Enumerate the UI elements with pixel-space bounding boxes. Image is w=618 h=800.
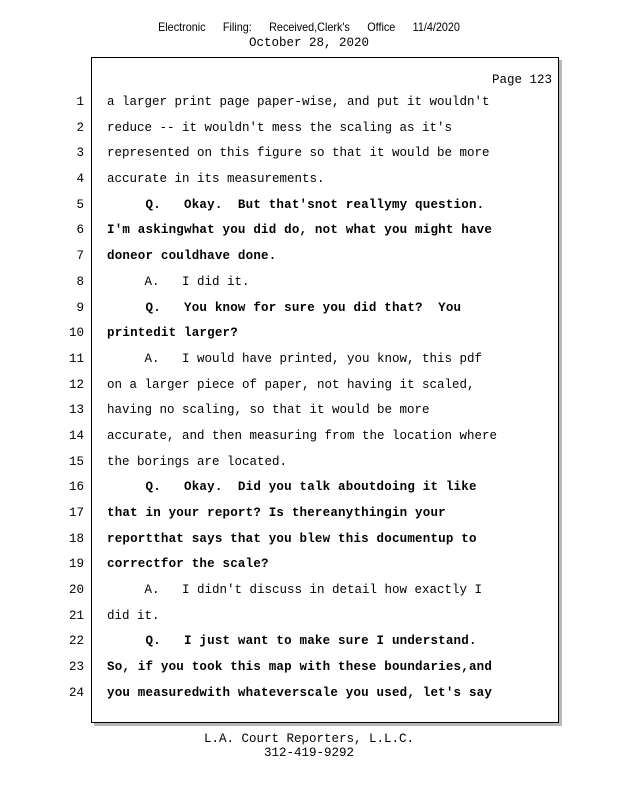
line-number: 16	[68, 480, 84, 495]
line-number: 3	[76, 146, 84, 161]
transcript-line: accurate, and then measuring from the location where	[107, 428, 498, 443]
transcript-line-question: reportthat says that you blew this documentup to	[107, 531, 477, 546]
line-number: 4	[76, 172, 84, 187]
transcript-line-question: correctfor the scale?	[107, 557, 269, 572]
line-number: 9	[76, 300, 84, 315]
reporter-phone: 312-419-9292	[263, 746, 354, 760]
transcript-line-question: that in your report? Is thereanythingin your	[107, 506, 446, 520]
transcript-line: a larger print page paper-wise, and put it wouldn't	[107, 95, 490, 109]
line-number: 14	[68, 428, 84, 443]
line-number: 8	[76, 274, 84, 289]
filing-electronic: Electronic	[158, 20, 206, 34]
footer	[0, 732, 618, 760]
electronic-filing-stamp	[31, 20, 587, 34]
transcript-line-question: Q. Okay. But that'snot reallymy question.	[107, 197, 485, 212]
line-number: 24	[68, 685, 84, 700]
filing-label: Filing:	[222, 20, 252, 34]
line-number-column	[60, 95, 84, 712]
line-number: 21	[68, 608, 84, 623]
line-number: 20	[68, 583, 84, 598]
transcript-line-question: printedit larger?	[107, 326, 238, 341]
transcript-line: reduce -- it wouldn't mess the scaling as it's	[107, 120, 453, 135]
transcript-line-question: Q. You know for sure you did that? You	[107, 300, 462, 315]
transcript-text	[107, 95, 547, 712]
transcript-line: on a larger piece of paper, not having it scaled,	[107, 377, 475, 392]
transcript-line-question: So, if you took this map with these boundaries,and	[107, 660, 493, 675]
transcript-line-question: you measuredwith whateverscale you used, let's say	[107, 685, 493, 700]
transcript-line: A. I did it.	[107, 274, 250, 289]
line-number: 17	[68, 506, 84, 520]
filing-received: Received,Clerk's	[269, 20, 350, 34]
transcript-line: A. I would have printed, you know, this pdf	[107, 351, 483, 366]
transcript-line: having no scaling, so that it would be more	[107, 403, 430, 418]
transcript-line: the borings are located.	[107, 454, 288, 469]
transcript-line-question: Q. I just want to make sure I understand.	[107, 634, 477, 649]
reporter-company: L.A. Court Reporters, L.L.C.	[203, 732, 415, 746]
line-number: 13	[68, 403, 84, 418]
line-number: 1	[76, 95, 84, 109]
line-number: 12	[68, 377, 84, 392]
line-number: 19	[68, 557, 84, 572]
page-number: Page 123	[491, 73, 552, 87]
line-number: 23	[68, 660, 84, 675]
line-number: 11	[68, 351, 84, 366]
transcript-line: accurate in its measurements.	[107, 172, 325, 187]
line-number: 2	[76, 120, 84, 135]
filing-date: 11/4/2020	[412, 20, 460, 34]
line-number: 5	[76, 197, 84, 212]
line-number: 15	[68, 454, 84, 469]
line-number: 6	[76, 223, 84, 238]
transcript-line-question: doneor couldhave done.	[107, 249, 277, 264]
line-number: 22	[68, 634, 84, 649]
line-number: 10	[68, 326, 84, 341]
transcript-line-question: I'm askingwhat you did do, not what you might have	[107, 223, 493, 238]
transcript-line-question: Q. Okay. Did you talk aboutdoing it like	[107, 480, 477, 495]
transcript-line: A. I didn't discuss in detail how exactly I	[107, 583, 483, 598]
filing-office: Office	[367, 20, 396, 34]
transcript-line: represented on this figure so that it would be more	[107, 146, 490, 161]
line-number: 7	[76, 249, 84, 264]
transcript-line: did it.	[107, 608, 160, 623]
line-number: 18	[68, 531, 84, 546]
transcript-date: October 28, 2020	[248, 36, 370, 50]
